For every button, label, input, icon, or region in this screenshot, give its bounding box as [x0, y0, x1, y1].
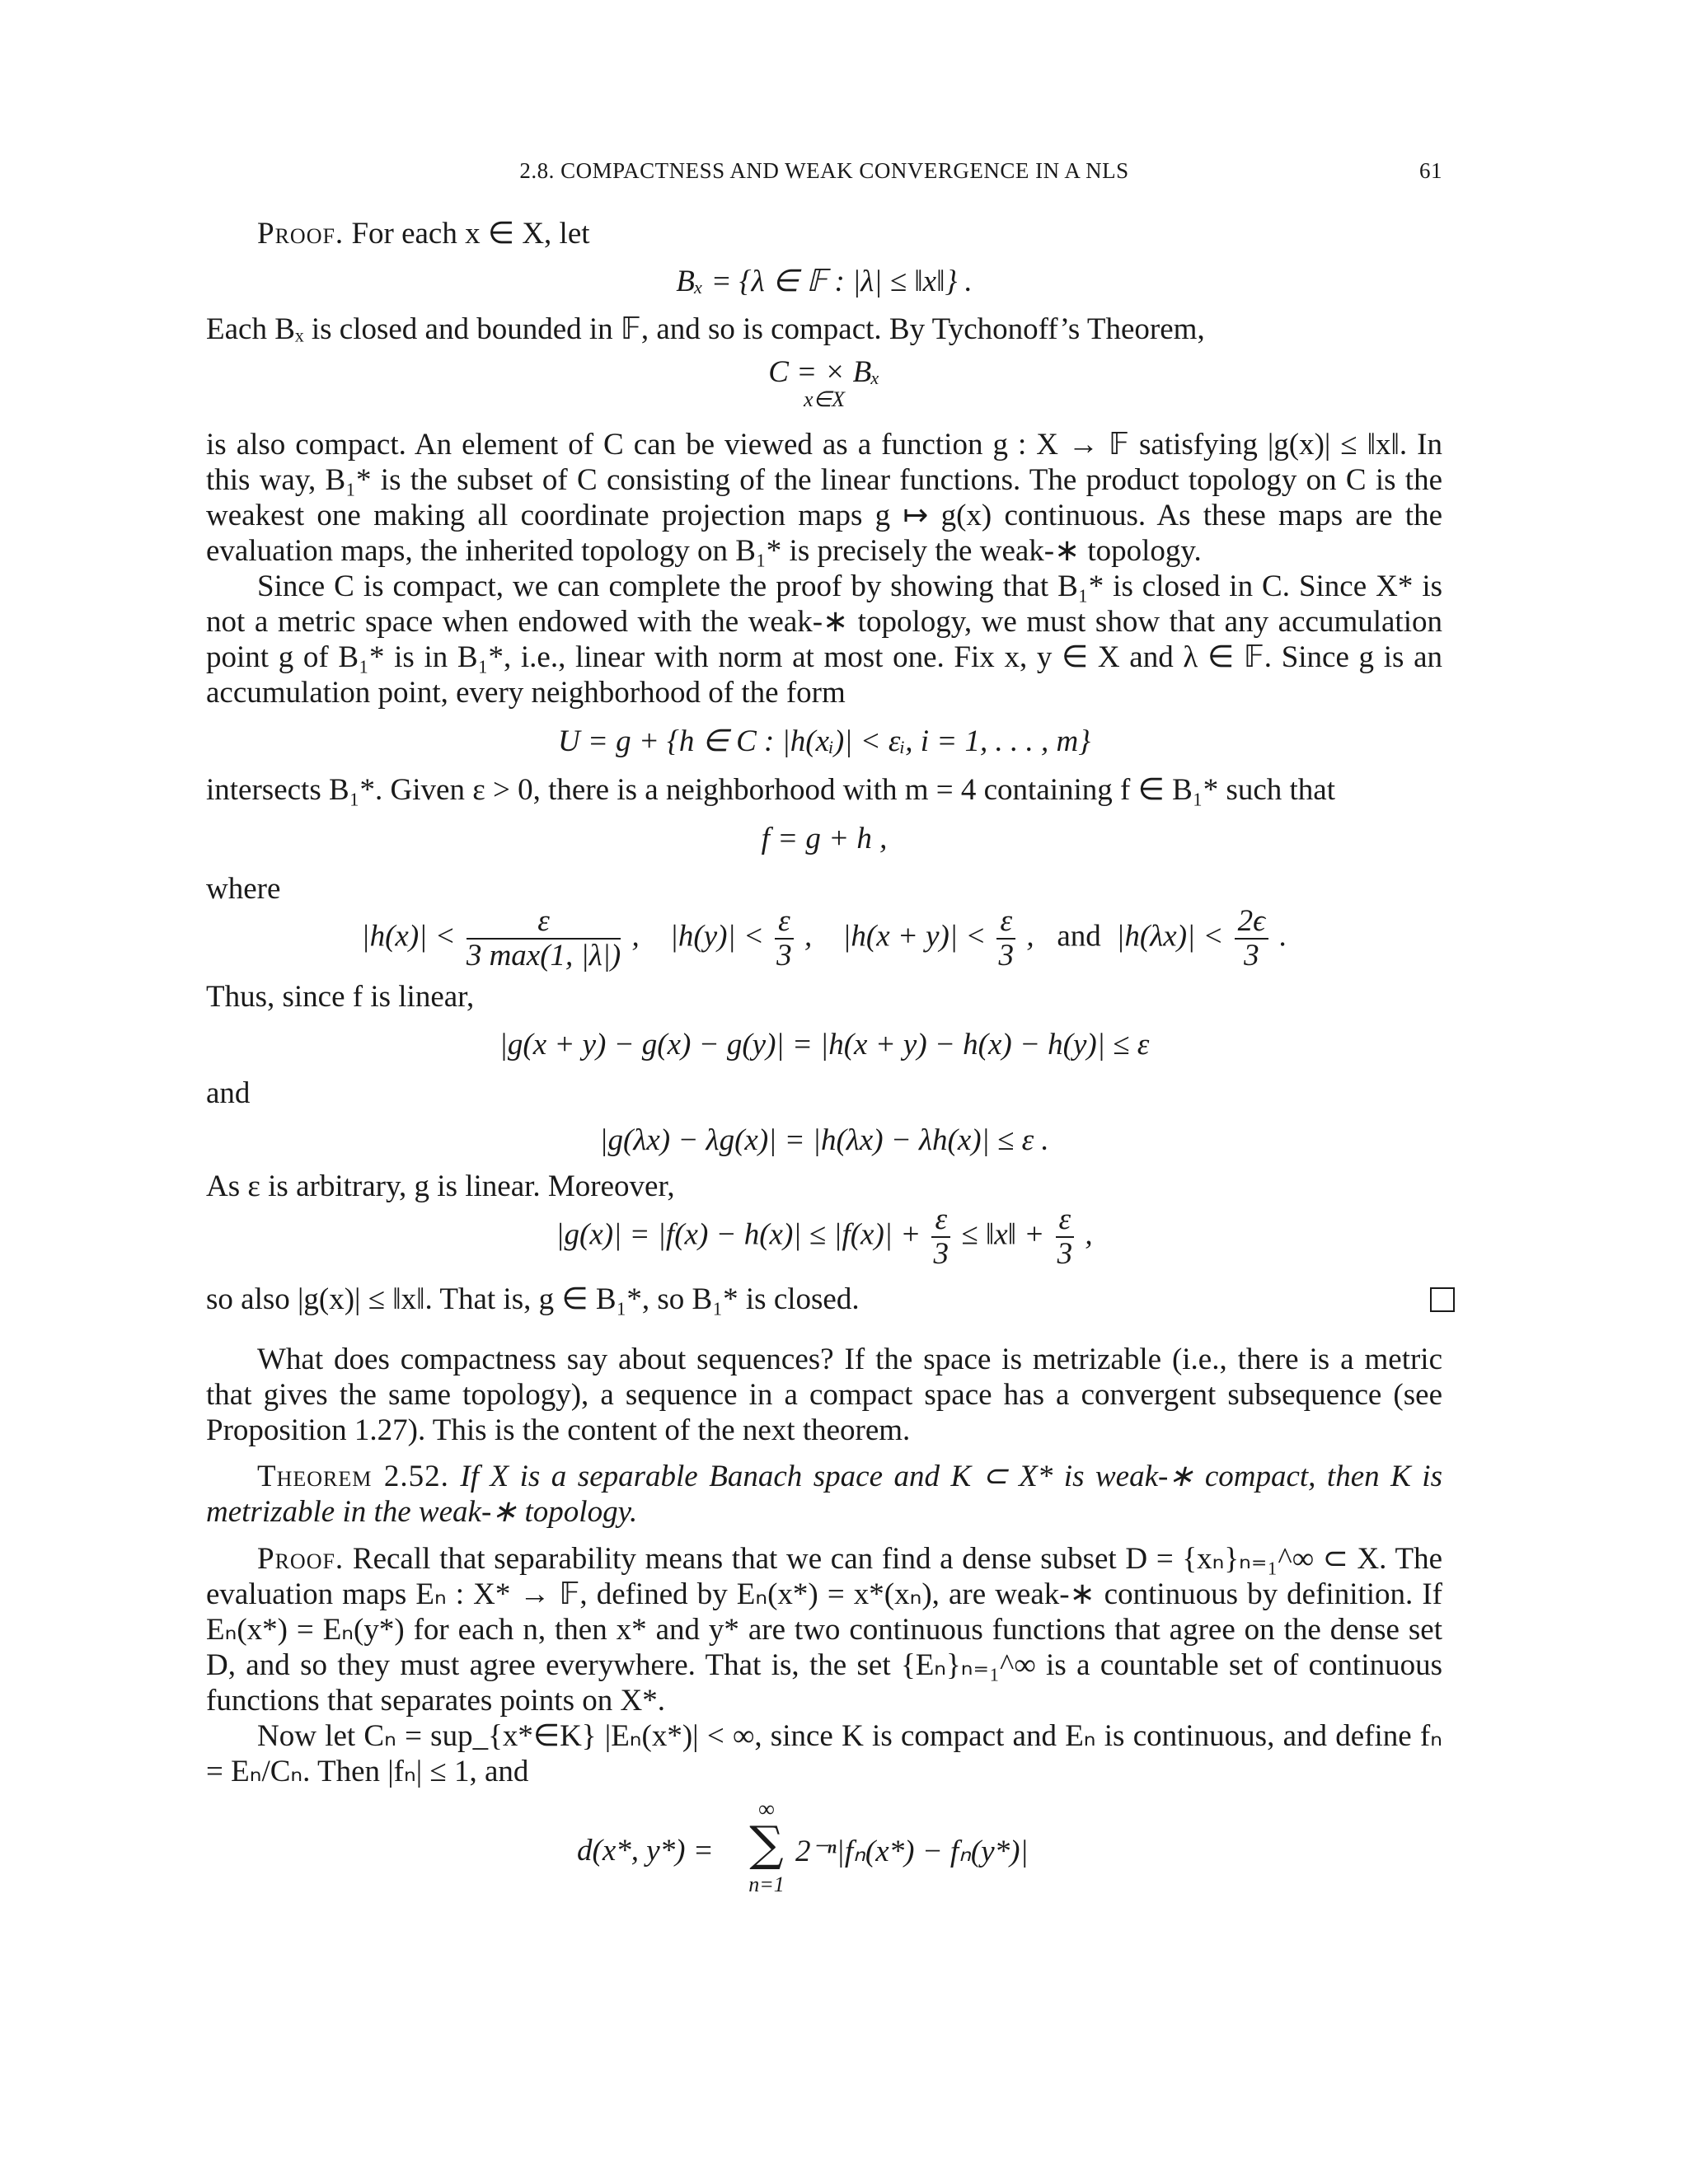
proof-label: Proof.: [257, 217, 345, 251]
equation-homogeneous: |g(λx) − λg(x)| = |h(λx) − λh(x)| ≤ ε .: [599, 1123, 1049, 1157]
fraction-eps-3d: [1056, 1203, 1075, 1271]
norm-bound-left: |g(x)| = |f(x) − h(x)| ≤ |f(x)| +: [556, 1217, 921, 1252]
paragraph-define-fn: Now let Cₙ = sup_{x*∈K} |Eₙ(x*)| < ∞, since K is compact and Eₙ is continuous, and define fₙ = Eₙ/Cₙ. Then |fₙ| ≤ 1, and: [206, 1719, 1442, 1788]
proof-intro-text: For each x ∈ X, let: [344, 217, 590, 251]
theorem-label: Theorem 2.52.: [257, 1460, 449, 1493]
paragraph-sequences: What does compactness say about sequences? If the space is metrizable (i.e., there is a metric that gives the same topology), a sequence in a compact space has a convergent subsequence (see Proposition 1.27). This is the content of the next theorem.: [206, 1343, 1442, 1447]
equation-metric: [577, 1797, 1154, 1904]
fraction-eps-3b: [996, 905, 1015, 972]
equation-bx: Bₓ = {λ ∈ 𝔽 : |λ| ≤ ‖x‖} .: [676, 265, 973, 298]
fraction-denominator: 3: [1057, 1237, 1073, 1271]
theorem-statement: If X is a separable Banach space and K ⊂ X* is weak-∗ compact, then K is metrizable in the weak-∗ topology.: [206, 1460, 1442, 1529]
fraction-2eps-3: [1235, 905, 1268, 972]
page-number: 61: [1419, 158, 1442, 183]
summation-icon: ∑: [749, 1816, 784, 1872]
fraction-numerator: ε: [1056, 1203, 1075, 1238]
theorem-2-52: [206, 1459, 1442, 1530]
word-and: and: [1057, 919, 1101, 954]
fraction-denominator: 3: [1244, 939, 1259, 972]
fraction-numerator: ε: [931, 1203, 950, 1238]
proof-label-2: Proof.: [257, 1542, 345, 1576]
equation-neighborhood: U = g + {h ∈ C : |h(xᵢ)| < εᵢ, i = 1, . . . , m}: [557, 724, 1091, 758]
equation-product: [206, 354, 1442, 390]
proof-metrizable-text: Recall that separability means that we can find a dense subset D = {xₙ}ₙ₌₁^∞ ⊂ X. The evaluation maps Eₙ : X* → 𝔽, defined by Eₙ(x*) = x*(xₙ), are weak-∗ continuous by definition. If Eₙ(x*) = Eₙ(y*) for each n, then x* and y* are two continuous functions that agree on the dense set D, and so they must agree everywhere. That is, the set {Eₙ}ₙ₌₁^∞ is a countable set of continuous functions that separates points on X*.: [206, 1542, 1442, 1718]
bound-hy: |h(y)| <: [669, 919, 764, 954]
bound-hlx: |h(λx)| <: [1116, 919, 1224, 954]
proof-intro: [206, 216, 1442, 251]
fraction-denominator: 3 max(1, |λ|): [466, 939, 621, 972]
bound-hxy: |h(x + y)| <: [842, 919, 987, 954]
fraction-numerator: 2ϵ: [1235, 905, 1268, 940]
metric-rhs: 2⁻ⁿ|fₙ(x*) − fₙ(y*)|: [795, 1835, 1029, 1868]
equation-product-main: C = × Bₓ: [768, 355, 880, 389]
equation-f-g-h: f = g + h ,: [761, 822, 888, 855]
qed-box-icon: [1430, 1287, 1455, 1312]
fraction-eps-3a: [775, 905, 794, 972]
metric-lhs: d(x*, y*) =: [577, 1834, 714, 1868]
fraction-numerator: ε: [775, 905, 794, 940]
running-title: 2.8. COMPACTNESS AND WEAK CONVERGENCE IN A NLS: [519, 158, 1129, 183]
paragraph-intersects: intersects B₁*. Given ε > 0, there is a neighborhood with m = 4 containing f ∈ B₁* such that: [206, 773, 1335, 807]
paragraph-closed-conclusion: so also |g(x)| ≤ ‖x‖. That is, g ∈ B₁*, so B₁* is closed.: [206, 1282, 860, 1316]
fraction-eps-3c: [931, 1203, 950, 1271]
paragraph-and: and: [206, 1076, 251, 1110]
paragraph-arbitrary: As ε is arbitrary, g is linear. Moreover,: [206, 1169, 675, 1203]
equation-additive: |g(x + y) − g(x) − g(y)| = |h(x + y) − h(x) − h(y)| ≤ ε: [499, 1028, 1150, 1062]
fraction-numerator: ε: [467, 905, 621, 940]
fraction-numerator: ε: [996, 905, 1015, 940]
fraction-eps-max: [467, 905, 621, 972]
paragraph-thus: Thus, since f is linear,: [206, 980, 475, 1014]
paragraph-tychonoff: Each Bₓ is closed and bounded in 𝔽, and so is compact. By Tychonoff’s Theorem,: [206, 312, 1205, 346]
equation-product-subscript: x∈X: [803, 387, 846, 411]
fraction-denominator: 3: [998, 939, 1015, 972]
fraction-denominator: 3: [933, 1237, 949, 1271]
fraction-denominator: 3: [776, 939, 792, 972]
equation-norm-bound: [206, 1203, 1442, 1286]
norm-bound-end: ,: [1085, 1217, 1093, 1252]
sum-lower-limit: n=1: [748, 1872, 785, 1896]
proof-metrizable: [206, 1541, 1442, 1718]
paragraph-closed: Since C is compact, we can complete the proof by showing that B₁* is closed in C. Since X* is not a metric space when endowed with the weak-∗ topology, we must show that any accumulation point g of B₁* is in B₁*, i.e., linear with norm at most one. Fix x, y ∈ X and λ ∈ 𝔽. Since g is an accumulation point, every neighborhood of the form: [206, 569, 1442, 710]
sum-upper-limit: ∞: [758, 1797, 775, 1822]
paragraph-product-topology: is also compact. An element of C can be viewed as a function g : X → 𝔽 satisfying |g(x)| ≤ ‖x‖. In this way, B₁* is the subset of C consisting of the linear functions. The product topology on C is the weakest one making all coordinate projection maps g ↦ g(x) continuous. As these maps are the evaluation maps, the inherited topology on B₁* is precisely the weak-∗ topology.: [206, 428, 1442, 568]
bound-hx: |h(x)| <: [361, 919, 456, 954]
paragraph-where: where: [206, 872, 281, 906]
equation-bounds: |h(x)| < $\frac{\varepsilon}{3 \max(1, |\lambda|)}$ , |h(y)| < $\frac{\varepsilon}{3}$ , |h(x + y)| < $\frac{\varepsilon}{3}$ , and |h(λx)| < $\frac{2\epsilon}{3}$ .: [361, 904, 1287, 972]
norm-bound-mid: ≤ ‖x‖ +: [961, 1217, 1045, 1252]
